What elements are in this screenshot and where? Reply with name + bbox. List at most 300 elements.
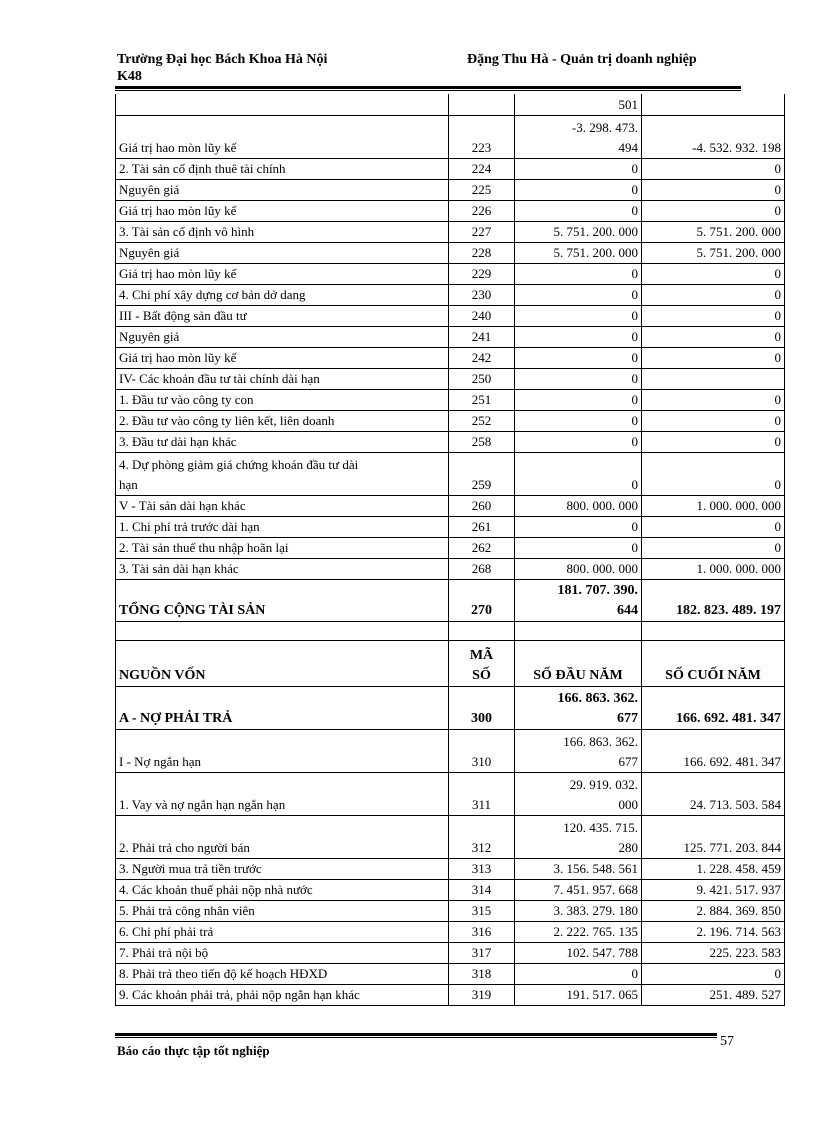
start-year-cell <box>515 537 642 558</box>
start-year-cell-text: 0 <box>631 965 638 981</box>
balance-sheet-table <box>115 94 785 1006</box>
code-cell <box>449 200 515 221</box>
start-year-cell-text: 0 <box>631 328 638 344</box>
item-cell-text: I - Nợ ngắn hạn <box>119 753 201 769</box>
start-year-cell <box>515 879 642 900</box>
table-row <box>116 942 785 963</box>
end-year-cell-text: 5. 751. 200. 000 <box>696 223 781 239</box>
code-cell <box>449 772 515 815</box>
item-cell <box>116 452 449 495</box>
header-author: Đặng Thu Hà - Quản trị doanh nghiệp <box>467 52 697 67</box>
start-year-cell-text: 0 <box>631 160 638 176</box>
start-year-cell <box>515 516 642 537</box>
item-cell-text: 2. Tài sản thuế thu nhập hoãn lại <box>119 539 289 555</box>
code-cell <box>449 516 515 537</box>
start-year-cell-text: 800. 000. 000 <box>566 560 638 576</box>
item-cell <box>116 495 449 516</box>
code-cell <box>449 431 515 452</box>
end-year-cell-text: 9. 421. 517. 937 <box>696 881 781 897</box>
start-year-cell-text: 0 <box>631 433 638 449</box>
end-year-cell-text: 0 <box>774 286 781 302</box>
end-year-cell-text: 1. 000. 000. 000 <box>696 560 781 576</box>
item-cell-text: 7. Phải trả nội bộ <box>119 944 209 960</box>
header-cohort: K48 <box>117 69 142 84</box>
item-cell <box>116 158 449 179</box>
start-year-cell-text: 677 <box>617 710 638 726</box>
end-year-cell-text: 0 <box>774 349 781 365</box>
end-year-cell <box>642 94 785 115</box>
item-cell <box>116 729 449 772</box>
item-cell-text: 8. Phải trả theo tiến độ kế hoạch HĐXD <box>119 965 328 981</box>
table-row <box>116 347 785 368</box>
start-year-cell-text: 280 <box>618 839 638 855</box>
end-year-cell-text: 0 <box>774 539 781 555</box>
start-year-cell <box>515 347 642 368</box>
end-year-cell-text: -4. 532. 932. 198 <box>692 139 781 155</box>
item-cell-text: 4. Chi phí xây dựng cơ bản dở dang <box>119 286 306 302</box>
item-cell <box>116 963 449 984</box>
start-year-cell-text: 0 <box>631 307 638 323</box>
table-row <box>116 284 785 305</box>
code-cell-text: 318 <box>471 965 492 981</box>
end-year-cell-text: 225. 223. 583 <box>709 944 781 960</box>
table-row <box>116 179 785 200</box>
code-cell-text: 258 <box>471 433 492 449</box>
item-cell-text: Giá trị hao mòn lũy kế <box>119 265 237 281</box>
start-year-cell-text: 5. 751. 200. 000 <box>553 244 638 260</box>
item-cell-text: 1. Vay và nợ ngắn hạn ngắn hạn <box>119 796 286 812</box>
end-year-cell-text: 0 <box>774 412 781 428</box>
start-year-cell <box>515 640 642 686</box>
header-school-name: Trường Đại học Bách Khoa Hà Nội <box>117 52 328 67</box>
start-year-cell-text: 0 <box>631 265 638 281</box>
item-cell <box>116 558 449 579</box>
code-cell-text: SỐ <box>472 667 491 683</box>
table-row <box>116 389 785 410</box>
end-year-cell <box>642 242 785 263</box>
code-cell-text: 251 <box>471 391 492 407</box>
end-year-cell-text: 0 <box>774 391 781 407</box>
code-cell <box>449 263 515 284</box>
start-year-cell-text: 0 <box>631 476 638 492</box>
code-cell-text: 250 <box>471 370 492 386</box>
end-year-cell <box>642 537 785 558</box>
end-year-cell <box>642 984 785 1005</box>
code-cell-text: 311 <box>471 796 492 812</box>
item-cell-text: Giá trị hao mòn lũy kế <box>119 139 237 155</box>
start-year-cell <box>515 900 642 921</box>
table-row <box>116 326 785 347</box>
end-year-cell <box>642 115 785 158</box>
item-cell-text: V - Tài sản dài hạn khác <box>119 497 246 513</box>
start-year-cell <box>515 729 642 772</box>
start-year-cell-text: 644 <box>617 602 638 618</box>
code-cell <box>449 347 515 368</box>
end-year-cell-text: 24. 713. 503. 584 <box>690 796 781 812</box>
code-cell-text: 226 <box>471 202 492 218</box>
item-cell-text: Giá trị hao mòn lũy kế <box>119 349 237 365</box>
start-year-cell-text: 800. 000. 000 <box>566 497 638 513</box>
start-year-cell <box>515 179 642 200</box>
start-year-cell-text: 0 <box>631 370 638 386</box>
table-row <box>116 879 785 900</box>
start-year-cell-text: 0 <box>631 349 638 365</box>
code-cell <box>449 579 515 621</box>
end-year-cell <box>642 389 785 410</box>
item-cell-text: Giá trị hao mòn lũy kế <box>119 202 237 218</box>
code-cell-text: 230 <box>471 286 492 302</box>
start-year-cell-text: 102. 547. 788 <box>566 944 638 960</box>
start-year-cell-text: 7. 451. 957. 668 <box>553 881 638 897</box>
table-row <box>116 158 785 179</box>
code-cell-text: 262 <box>471 539 492 555</box>
code-cell-text: 241 <box>471 328 492 344</box>
code-cell <box>449 94 515 115</box>
start-year-cell-line1: 166. 863. 362. <box>563 733 638 749</box>
table-row <box>116 858 785 879</box>
end-year-cell-text: 0 <box>774 202 781 218</box>
end-year-cell <box>642 963 785 984</box>
page-number: 57 <box>720 1034 734 1049</box>
code-cell-text: 225 <box>471 181 492 197</box>
item-cell <box>116 410 449 431</box>
code-cell <box>449 942 515 963</box>
item-cell-text: 2. Tài sản cố định thuê tài chính <box>119 160 286 176</box>
item-cell <box>116 115 449 158</box>
item-cell <box>116 686 449 729</box>
end-year-cell-text: 0 <box>774 265 781 281</box>
code-cell <box>449 921 515 942</box>
item-cell <box>116 431 449 452</box>
code-cell-text: 242 <box>471 349 492 365</box>
code-cell-text: 300 <box>471 710 492 726</box>
start-year-cell-text: 0 <box>631 181 638 197</box>
start-year-cell-text: 000 <box>618 796 638 812</box>
blank-row <box>116 621 785 640</box>
code-cell-text: 268 <box>471 560 492 576</box>
end-year-cell <box>642 516 785 537</box>
start-year-cell-text: 0 <box>631 286 638 302</box>
end-year-cell <box>642 879 785 900</box>
table-row <box>116 242 785 263</box>
table-row <box>116 221 785 242</box>
item-cell-line1: 4. Dự phòng giảm giá chứng khoán đầu tư dài <box>119 456 359 472</box>
end-year-cell <box>642 729 785 772</box>
table-row <box>116 368 785 389</box>
item-cell <box>116 815 449 858</box>
item-cell <box>116 579 449 621</box>
item-cell <box>116 263 449 284</box>
footer-rule-thick <box>115 1033 717 1036</box>
code-cell-text: 252 <box>471 412 492 428</box>
start-year-cell-text: 501 <box>618 96 638 112</box>
code-cell <box>449 495 515 516</box>
code-cell <box>449 963 515 984</box>
table-row <box>116 772 785 815</box>
start-year-cell <box>515 305 642 326</box>
table-row <box>116 900 785 921</box>
table-row <box>116 984 785 1005</box>
item-cell-text: 6. Chi phí phải trả <box>119 923 214 939</box>
blank-cell <box>449 621 515 640</box>
code-cell <box>449 984 515 1005</box>
item-cell <box>116 200 449 221</box>
end-year-cell <box>642 686 785 729</box>
start-year-cell-text: 191. 517. 065 <box>566 986 638 1002</box>
table-row <box>116 410 785 431</box>
item-cell-text: IV- Các khoản đầu tư tài chính dài hạn <box>119 370 320 386</box>
end-year-cell-text: 125. 771. 203. 844 <box>683 839 781 855</box>
table-row <box>116 921 785 942</box>
item-cell-text: Nguyên giá <box>119 328 180 344</box>
item-cell-text: Nguyên giá <box>119 181 180 197</box>
start-year-cell-text: 2. 222. 765. 135 <box>553 923 638 939</box>
end-year-cell-text: 0 <box>774 518 781 534</box>
end-year-cell-text: 0 <box>774 307 781 323</box>
code-cell <box>449 389 515 410</box>
item-cell <box>116 921 449 942</box>
end-year-cell-text: SỐ CUỐI NĂM <box>665 667 761 683</box>
table-row <box>116 815 785 858</box>
item-cell-text: NGUỒN VỐN <box>119 667 206 683</box>
code-cell-text: 310 <box>471 753 492 769</box>
start-year-cell <box>515 579 642 621</box>
start-year-cell <box>515 158 642 179</box>
code-cell <box>449 158 515 179</box>
item-cell <box>116 242 449 263</box>
code-cell <box>449 452 515 495</box>
code-cell-text: 227 <box>471 223 492 239</box>
code-cell <box>449 537 515 558</box>
table-row <box>116 963 785 984</box>
end-year-cell-text: 166. 692. 481. 347 <box>683 753 781 769</box>
start-year-cell-text: 0 <box>631 202 638 218</box>
end-year-cell <box>642 305 785 326</box>
code-cell-text: 228 <box>471 244 492 260</box>
code-cell <box>449 368 515 389</box>
code-cell-text: 259 <box>471 476 492 492</box>
item-cell-text: III - Bất động sản đầu tư <box>119 307 247 323</box>
start-year-cell-line1: 166. 863. 362. <box>557 690 638 706</box>
table-row <box>116 305 785 326</box>
end-year-cell-text: 1. 000. 000. 000 <box>696 497 781 513</box>
footer-report-title: Báo cáo thực tập tốt nghiệp <box>117 1043 270 1058</box>
start-year-cell-text: 0 <box>631 391 638 407</box>
start-year-cell <box>515 984 642 1005</box>
item-cell <box>116 772 449 815</box>
item-cell-text: 4. Các khoản thuế phải nộp nhà nước <box>119 881 313 897</box>
code-cell <box>449 879 515 900</box>
code-cell <box>449 729 515 772</box>
item-cell <box>116 900 449 921</box>
end-year-cell <box>642 368 785 389</box>
code-cell-text: 315 <box>471 902 492 918</box>
table-row <box>116 431 785 452</box>
table-row <box>116 94 785 115</box>
start-year-cell <box>515 815 642 858</box>
item-cell <box>116 537 449 558</box>
start-year-cell-text: 494 <box>618 139 638 155</box>
start-year-cell <box>515 221 642 242</box>
item-cell <box>116 305 449 326</box>
code-cell-text: 317 <box>471 944 492 960</box>
table-row <box>116 558 785 579</box>
blank-cell <box>116 621 449 640</box>
item-cell <box>116 389 449 410</box>
start-year-cell <box>515 431 642 452</box>
start-year-cell-text: 0 <box>631 518 638 534</box>
code-cell-text: 224 <box>471 160 492 176</box>
start-year-cell <box>515 772 642 815</box>
item-cell <box>116 858 449 879</box>
start-year-cell <box>515 410 642 431</box>
end-year-cell-text: 0 <box>774 328 781 344</box>
end-year-cell <box>642 158 785 179</box>
item-cell <box>116 516 449 537</box>
item-cell-text: 3. Tài sản cố định vô hình <box>119 223 255 239</box>
table-row <box>116 686 785 729</box>
item-cell <box>116 640 449 686</box>
start-year-cell-text: 5. 751. 200. 000 <box>553 223 638 239</box>
start-year-cell <box>515 284 642 305</box>
end-year-cell <box>642 410 785 431</box>
item-cell-text: 5. Phải trả công nhân viên <box>119 902 255 918</box>
code-cell-text: 270 <box>471 602 492 618</box>
table-row <box>116 263 785 284</box>
end-year-cell-text: 2. 196. 714. 563 <box>696 923 781 939</box>
table-row <box>116 640 785 686</box>
code-cell-text: 319 <box>471 986 492 1002</box>
end-year-cell-text: 166. 692. 481. 347 <box>676 710 781 726</box>
start-year-cell-line1: 120. 435. 715. <box>563 819 638 835</box>
header-rule-thin <box>115 90 741 91</box>
item-cell-text: 2. Đầu tư vào công ty liên kết, liên doanh <box>119 412 335 428</box>
start-year-cell <box>515 263 642 284</box>
end-year-cell-text: 5. 751. 200. 000 <box>696 244 781 260</box>
code-cell-text: 261 <box>471 518 492 534</box>
end-year-cell-text: 0 <box>774 433 781 449</box>
item-cell <box>116 879 449 900</box>
item-cell-text: 3. Người mua trả tiền trước <box>119 860 262 876</box>
code-cell <box>449 558 515 579</box>
code-cell <box>449 815 515 858</box>
code-cell-text: 223 <box>471 139 492 155</box>
header-school <box>117 51 327 85</box>
item-cell <box>116 984 449 1005</box>
start-year-cell <box>515 389 642 410</box>
item-cell-text: 3. Tài sản dài hạn khác <box>119 560 239 576</box>
item-cell-text: 1. Đầu tư vào công ty con <box>119 391 254 407</box>
item-cell-text: 1. Chi phí trả trước dài hạn <box>119 518 260 534</box>
end-year-cell <box>642 772 785 815</box>
end-year-cell-text: 0 <box>774 160 781 176</box>
end-year-cell <box>642 900 785 921</box>
code-cell <box>449 900 515 921</box>
end-year-cell-text: 0 <box>774 181 781 197</box>
end-year-cell <box>642 579 785 621</box>
start-year-cell <box>515 942 642 963</box>
item-cell <box>116 179 449 200</box>
end-year-cell <box>642 452 785 495</box>
table-row <box>116 537 785 558</box>
code-cell <box>449 326 515 347</box>
start-year-cell <box>515 94 642 115</box>
start-year-cell <box>515 686 642 729</box>
end-year-cell <box>642 431 785 452</box>
table-row <box>116 200 785 221</box>
end-year-cell-text: 0 <box>774 965 781 981</box>
item-cell-text: hạn <box>119 476 138 492</box>
end-year-cell-text: 0 <box>774 476 781 492</box>
start-year-cell <box>515 495 642 516</box>
start-year-cell <box>515 558 642 579</box>
end-year-cell <box>642 179 785 200</box>
end-year-cell-text: 182. 823. 489. 197 <box>676 602 781 618</box>
item-cell <box>116 94 449 115</box>
end-year-cell <box>642 858 785 879</box>
table-row <box>116 579 785 621</box>
code-cell-text: 314 <box>471 881 492 897</box>
start-year-cell <box>515 921 642 942</box>
code-cell <box>449 115 515 158</box>
end-year-cell <box>642 200 785 221</box>
start-year-cell <box>515 368 642 389</box>
code-cell-text: 316 <box>471 923 492 939</box>
start-year-cell <box>515 326 642 347</box>
item-cell <box>116 326 449 347</box>
item-cell <box>116 368 449 389</box>
end-year-cell <box>642 558 785 579</box>
end-year-cell <box>642 942 785 963</box>
start-year-cell <box>515 115 642 158</box>
item-cell-text: TỔNG CỘNG TÀI SẢN <box>119 602 266 618</box>
start-year-cell-line1: -3. 298. 473. <box>571 119 638 135</box>
code-cell-text: 260 <box>471 497 492 513</box>
end-year-cell <box>642 326 785 347</box>
item-cell-text: 9. Các khoản phải trả, phải nộp ngắn hạn khác <box>119 986 360 1002</box>
table-row <box>116 452 785 495</box>
end-year-cell <box>642 495 785 516</box>
start-year-cell <box>515 200 642 221</box>
end-year-cell <box>642 640 785 686</box>
end-year-cell <box>642 347 785 368</box>
item-cell <box>116 284 449 305</box>
start-year-cell-text: SỐ ĐẦU NĂM <box>533 667 623 683</box>
end-year-cell-text: 251. 489. 527 <box>709 986 781 1002</box>
start-year-cell <box>515 858 642 879</box>
code-cell <box>449 284 515 305</box>
code-cell <box>449 305 515 326</box>
start-year-cell <box>515 242 642 263</box>
balance-sheet-body <box>116 94 785 1005</box>
start-year-cell <box>515 452 642 495</box>
table-row <box>116 729 785 772</box>
blank-cell <box>515 621 642 640</box>
code-cell <box>449 221 515 242</box>
start-year-cell-text: 677 <box>618 753 638 769</box>
end-year-cell <box>642 221 785 242</box>
end-year-cell-text: 2. 884. 369. 850 <box>696 902 781 918</box>
start-year-cell <box>515 963 642 984</box>
start-year-cell-text: 0 <box>631 539 638 555</box>
start-year-cell-line1: 29. 919. 032. <box>569 776 638 792</box>
code-cell <box>449 410 515 431</box>
start-year-cell-text: 0 <box>631 412 638 428</box>
table-row <box>116 495 785 516</box>
code-cell-text: 229 <box>471 265 492 281</box>
code-cell <box>449 179 515 200</box>
code-cell-text: 313 <box>471 860 492 876</box>
